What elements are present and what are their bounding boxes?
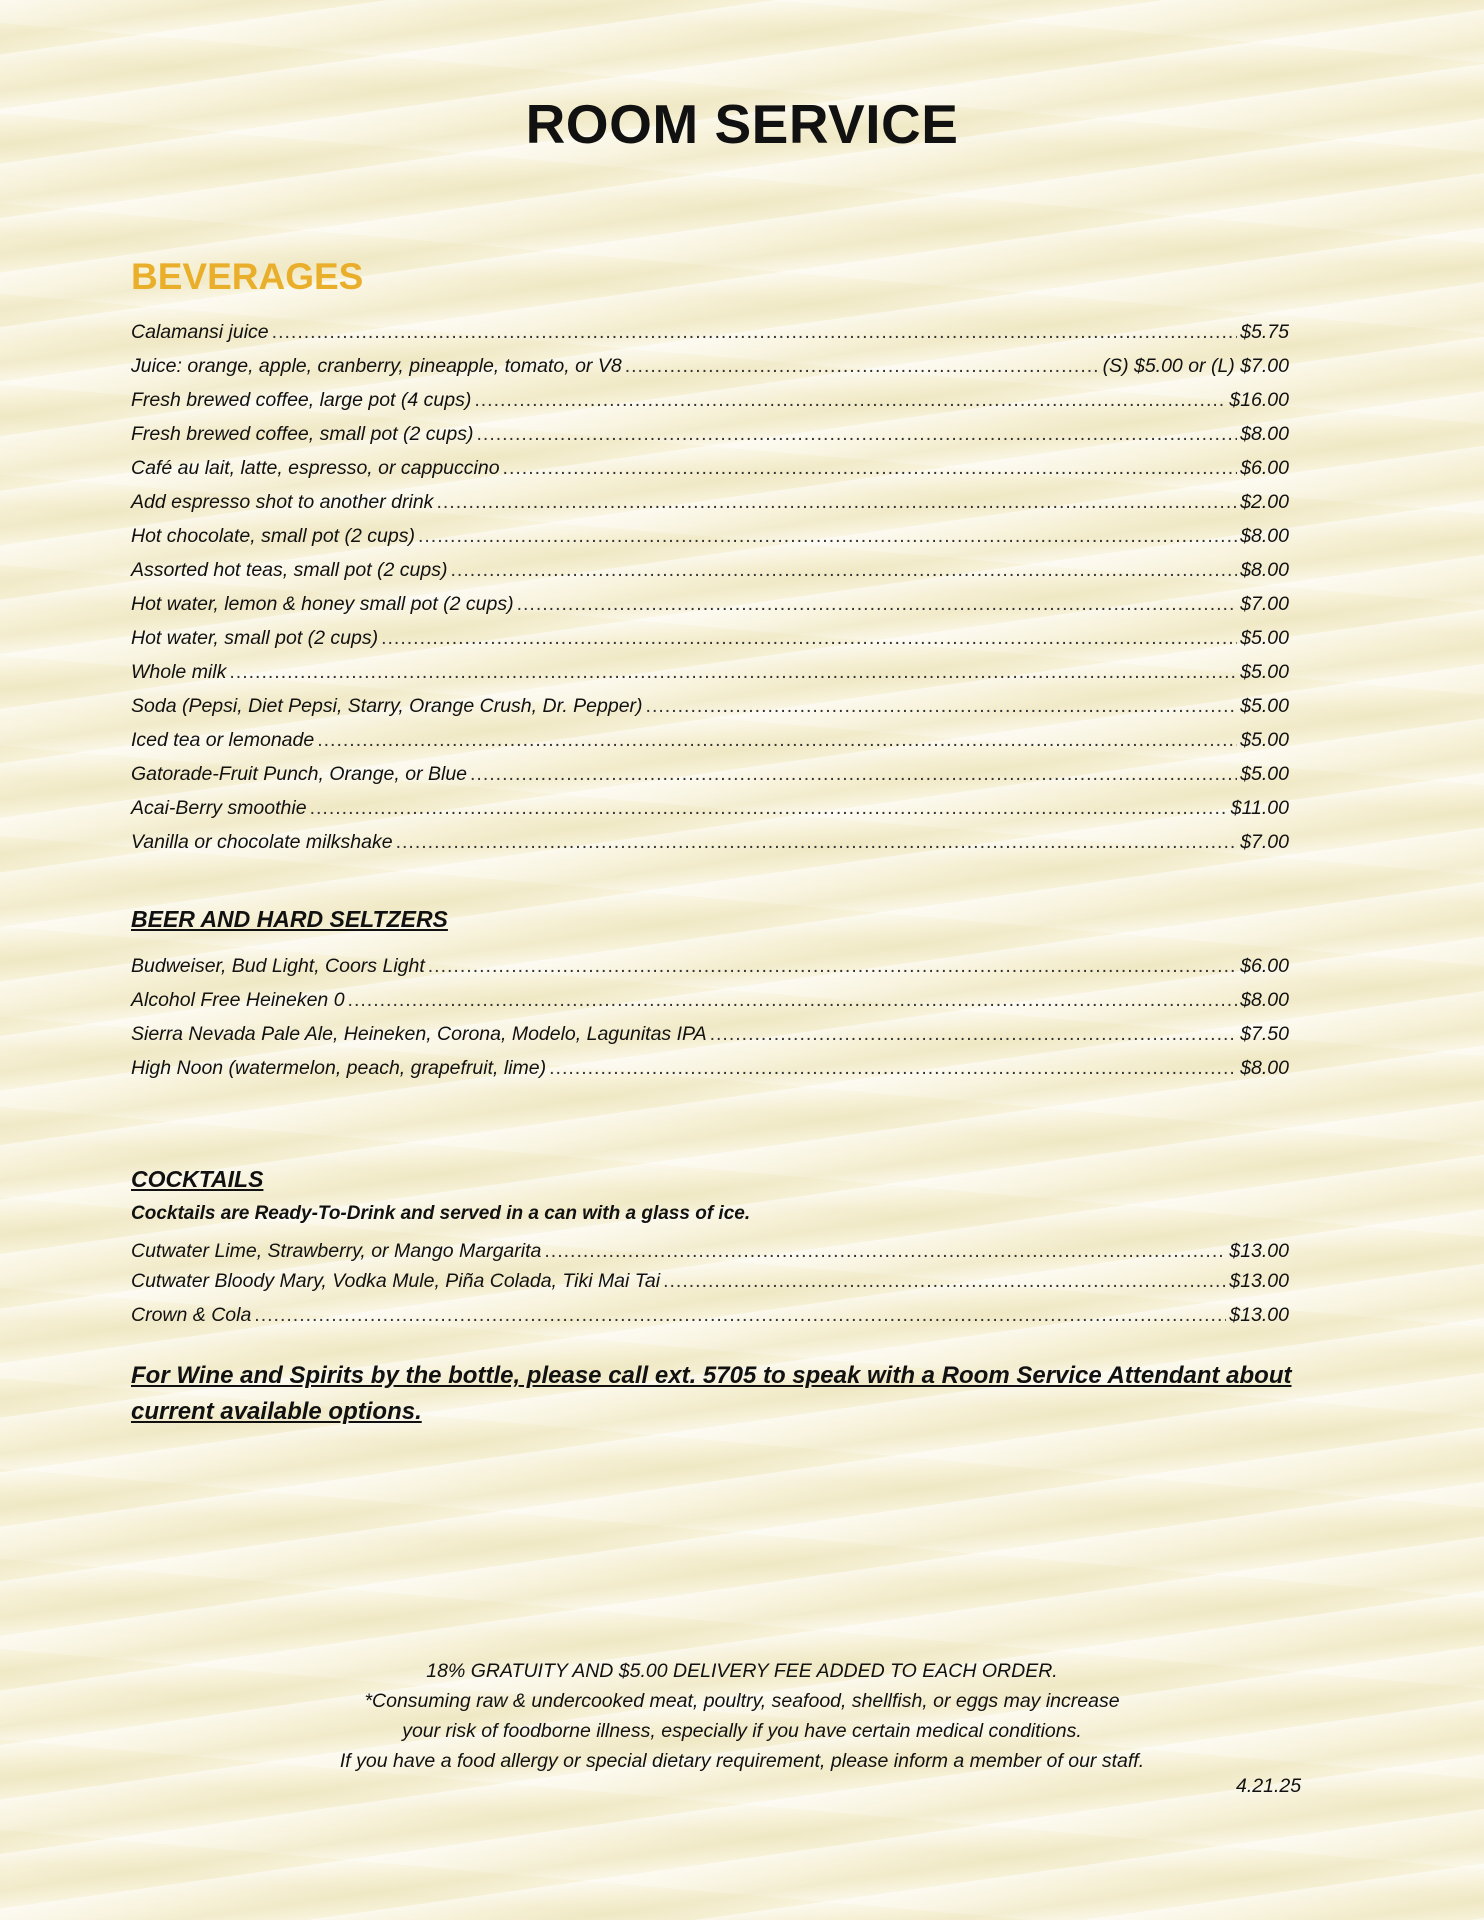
item-name: Fresh brewed coffee, small pot (2 cups) [131,423,474,445]
dot-leader [503,457,1238,480]
dot-leader [470,763,1237,786]
item-name: Vanilla or chocolate milkshake [131,831,393,853]
menu-item [131,831,1289,865]
menu-item [131,797,1289,831]
beer-heading: BEER AND HARD SELTZERS [131,906,448,932]
item-price: $7.50 [1240,1023,1289,1045]
item-name: Gatorade-Fruit Punch, Orange, or Blue [131,763,468,785]
item-name: Assorted hot teas, small pot (2 cups) [131,559,448,581]
cocktails-list [131,1240,1289,1338]
item-price: $7.00 [1240,831,1289,853]
beverages-heading: BEVERAGES [131,256,364,297]
wine-spirits-note: For Wine and Spirits by the bottle, please call ext. 5705 to speak with a Room Service Attendant about current available options. [131,1362,1292,1425]
dot-leader [418,525,1237,548]
page-title: ROOM SERVICE [525,93,959,155]
menu-item [131,1023,1289,1057]
dot-leader [474,389,1226,412]
dot-leader [396,831,1238,854]
menu-item [131,321,1289,355]
gratuity-notice: 18% GRATUITY AND $5.00 DELIVERY FEE ADDED TO EACH ORDER. [426,1660,1058,1682]
item-name: Sierra Nevada Pale Ale, Heineken, Corona, Modelo, Lagunitas IPA [131,1023,707,1045]
dot-leader [646,695,1238,718]
menu-item [131,763,1289,797]
menu-item [131,729,1289,763]
item-name: Whole milk [131,661,227,683]
dot-leader [517,593,1238,616]
item-name: Juice: orange, apple, cranberry, pineapple, tomato, or V8 [131,355,622,377]
item-price: $6.00 [1240,955,1289,977]
menu-item [131,695,1289,729]
menu-item [131,989,1289,1023]
dot-leader [663,1270,1226,1293]
menu-item [131,955,1289,989]
footer [0,1656,1484,1776]
item-price: $8.00 [1240,1057,1289,1079]
item-name: Iced tea or lemonade [131,729,315,751]
item-price: $13.00 [1229,1240,1289,1262]
menu-item [131,1240,1289,1270]
item-name: Cutwater Bloody Mary, Vodka Mule, Piña Colada, Tiki Mai Tai [131,1270,661,1292]
item-price: $5.00 [1240,627,1289,649]
item-price: $7.00 [1240,593,1289,615]
menu-item [131,661,1289,695]
menu-item [131,389,1289,423]
item-price: $13.00 [1229,1270,1289,1292]
food-safety-notice-continued: your risk of foodborne illness, especially if you have certain medical conditions. [402,1720,1082,1742]
dot-leader [310,797,1228,820]
item-name: Hot water, small pot (2 cups) [131,627,379,649]
menu-date: 4.21.25 [1236,1775,1302,1797]
dot-leader [428,955,1237,978]
allergy-notice: If you have a food allergy or special dietary requirement, please inform a member of our staff. [339,1750,1145,1772]
dot-leader [544,1240,1226,1263]
item-price: $5.00 [1240,695,1289,717]
dot-leader [549,1057,1237,1080]
item-price: $8.00 [1240,525,1289,547]
menu-item [131,1270,1289,1304]
item-price: $13.00 [1229,1304,1289,1326]
item-price: $8.00 [1240,559,1289,581]
dot-leader [381,627,1237,650]
item-price: (S) $5.00 or (L) $7.00 [1102,355,1289,377]
item-name: Hot chocolate, small pot (2 cups) [131,525,415,547]
item-name: Crown & Cola [131,1304,252,1326]
item-name: Add espresso shot to another drink [131,491,434,513]
item-name: High Noon (watermelon, peach, grapefruit, lime) [131,1057,547,1079]
item-price: $11.00 [1230,797,1289,819]
menu-item [131,559,1289,593]
item-price: $5.00 [1240,763,1289,785]
menu-item [131,423,1289,457]
cocktails-heading: COCKTAILS [131,1166,264,1192]
item-price: $16.00 [1229,389,1289,411]
menu-item [131,1057,1289,1091]
item-price: $5.00 [1240,729,1289,751]
menu-item [131,525,1289,559]
menu-item [131,457,1289,491]
item-name: Acai-Berry smoothie [131,797,307,819]
item-name: Hot water, lemon & honey small pot (2 cups) [131,593,514,615]
menu-item [131,1304,1289,1338]
beer-list [131,955,1289,1091]
item-price: $5.00 [1240,661,1289,683]
dot-leader [436,491,1237,514]
menu-item [131,355,1289,389]
menu-item [131,593,1289,627]
dot-leader [254,1304,1226,1327]
item-name: Fresh brewed coffee, large pot (4 cups) [131,389,472,411]
item-price: $2.00 [1240,491,1289,513]
item-name: Cutwater Lime, Strawberry, or Mango Margarita [131,1240,542,1262]
item-name: Soda (Pepsi, Diet Pepsi, Starry, Orange Crush, Dr. Pepper) [131,695,643,717]
beverages-list [131,321,1289,865]
item-name: Café au lait, latte, espresso, or cappuccino [131,457,500,479]
menu-item [131,627,1289,661]
dot-leader [476,423,1237,446]
item-price: $8.00 [1240,989,1289,1011]
menu-item [131,491,1289,525]
item-price: $6.00 [1240,457,1289,479]
dot-leader [625,355,1100,378]
item-price: $5.75 [1240,321,1289,343]
dot-leader [317,729,1237,752]
item-name: Alcohol Free Heineken 0 [131,989,345,1011]
dot-leader [710,1023,1238,1046]
item-price: $8.00 [1240,423,1289,445]
item-name: Calamansi juice [131,321,269,343]
dot-leader [229,661,1237,684]
item-name: Budweiser, Bud Light, Coors Light [131,955,425,977]
cocktails-note: Cocktails are Ready-To-Drink and served in a can with a glass of ice. [131,1203,751,1224]
food-safety-notice: *Consuming raw & undercooked meat, poultry, seafood, shellfish, or eggs may increase [364,1690,1120,1712]
dot-leader [348,989,1238,1012]
dot-leader [272,321,1238,344]
dot-leader [450,559,1237,582]
